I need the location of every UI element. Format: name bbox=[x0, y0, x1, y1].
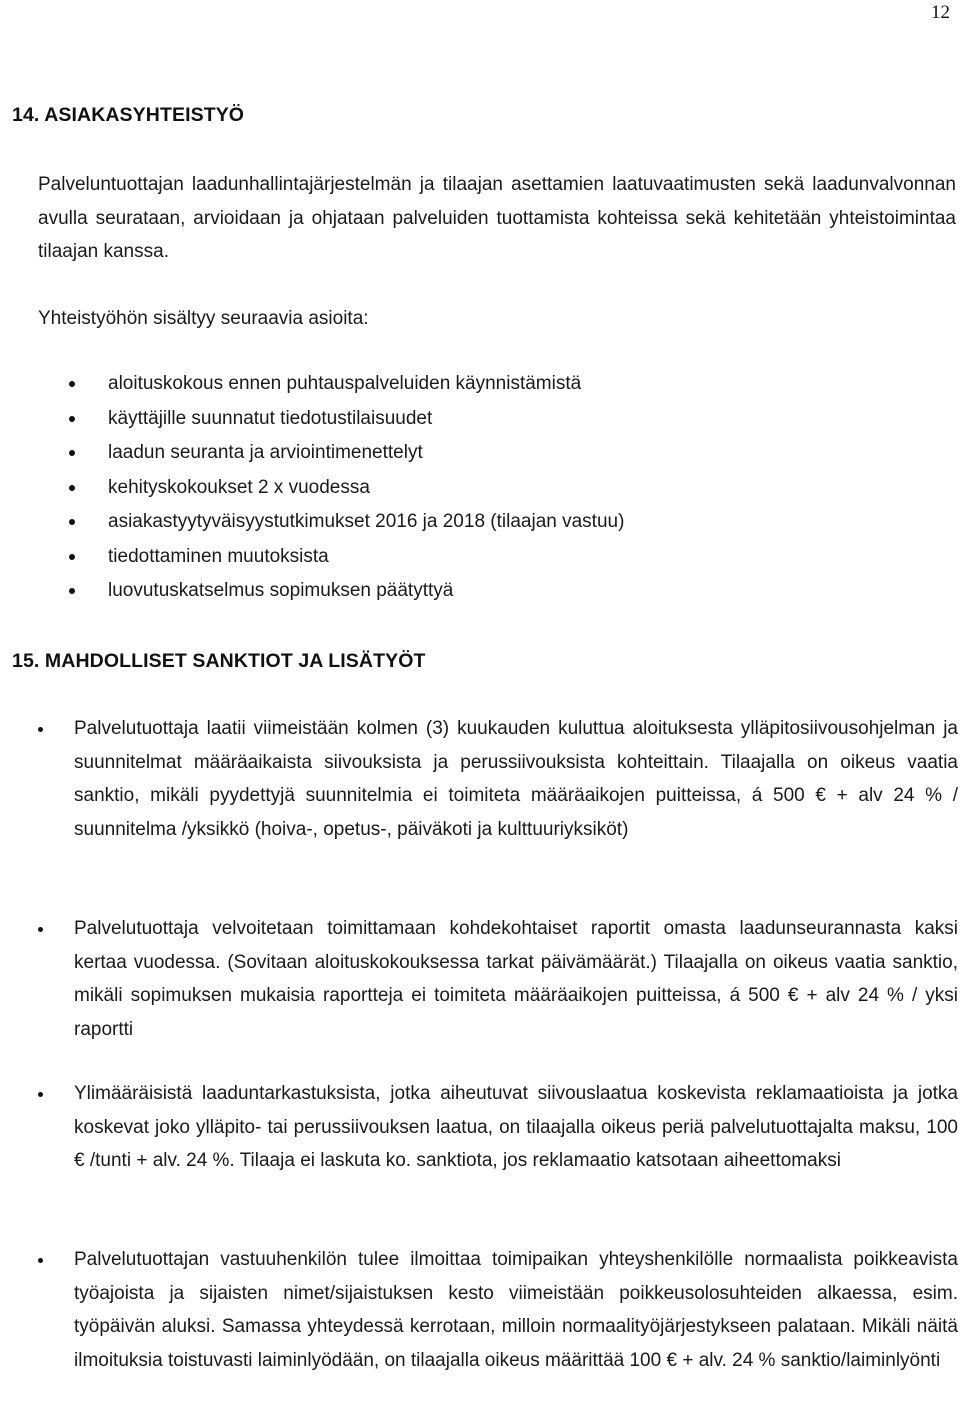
sanction-item bbox=[74, 1243, 958, 1377]
list-item-text: tiedottaminen muutoksista bbox=[108, 545, 329, 567]
bullet-icon bbox=[38, 727, 43, 732]
bullet-icon bbox=[38, 1258, 43, 1263]
list-item bbox=[0, 540, 624, 575]
includes-label: Yhteistyöhön sisältyy seuraavia asioita: bbox=[38, 308, 369, 329]
list-item-text: käyttäjille suunnatut tiedotustilaisuudet bbox=[108, 407, 433, 429]
bullet-icon bbox=[69, 554, 75, 560]
list-item-text: luovutuskatselmus sopimuksen päätyttyä bbox=[108, 580, 454, 601]
list-item-text: asiakastyytyväisyystutkimukset 2016 ja 2018 (tilaajan vastuu) bbox=[108, 511, 625, 532]
list-item-text: aloituskokous ennen puhtauspalveluiden käynnistämistä bbox=[108, 373, 582, 394]
bullet-icon bbox=[69, 450, 75, 456]
list-item bbox=[0, 367, 624, 402]
bullet-icon bbox=[38, 1092, 43, 1097]
bullet-icon bbox=[69, 519, 75, 525]
sanction-item-text: Palvelutuottajan vastuuhenkilön tulee ilmoittaa toimipaikan yhteyshenkilölle normaalista poikkeavista työajoista ja sijaisten nimet/sijaistuksen kesto viimeistään poikkeusolosuhteiden alkaessa, esim. työpäivän aluksi. Samassa yhteydessä kerrotaan, milloin normaalityöjärjestykseen palataan. Mikäli näitä ilmoituksia toistuvasti laiminlyödään, on tilaajalla oikeus määrittää 100 € + alv. 24 % sanktio/laiminlyönti bbox=[74, 1249, 958, 1371]
list-item-text: kehityskokoukset 2 x vuodessa bbox=[108, 476, 370, 498]
bullet-icon bbox=[69, 381, 75, 387]
list-item bbox=[0, 505, 624, 540]
section-15-heading: 15. MAHDOLLISET SANKTIOT JA LISÄTYÖT bbox=[12, 650, 426, 672]
bullet-icon bbox=[69, 588, 75, 594]
page-number: 12 bbox=[931, 2, 950, 23]
section-14-heading: 14. ASIAKASYHTEISTYÖ bbox=[12, 104, 245, 126]
list-item bbox=[0, 436, 624, 471]
sanction-item-text: Palvelutuottaja velvoitetaan toimittamaan kohdekohtaiset raportit omasta laadunseurannasta kaksi kertaa vuodessa. (Sovitaan aloituskokouksessa tarkat päivämäärät.) Tilaajalla on oikeus vaatia sanktio, mikäli sopimuksen mukaisia raportteja ei toimiteta määräaikojen puitteissa, á 500 € + alv 24 % / yksi raportti bbox=[74, 918, 958, 1040]
sanction-item bbox=[74, 912, 958, 1046]
section-14-intro: Palveluntuottajan laadunhallintajärjestelmän ja tilaajan asettamien laatuvaatimusten sekä laadunvalvonnan avulla seurataan, arvioidaan ja ohjataan palveluiden tuottamista kohteissa sekä kehitetään yhteistoimintaa tilaajan kanssa. bbox=[38, 174, 956, 262]
sanction-item-text: Ylimääräisistä laaduntarkastuksista, jotka aiheutuvat siivouslaatua koskevista reklamaatioista ja jotka koskevat joko ylläpito- tai perussiivouksen laatua, on tilaajalla oikeus periä palvelutuottajalta maksu, 100 € /tunti + alv. 24 %. Tilaaja ei laskuta ko. sanktiota, jos reklamaatio katsotaan aiheettomaksi bbox=[74, 1083, 958, 1171]
sanction-item-text: Palvelutuottaja laatii viimeistään kolmen (3) kuukauden kuluttua aloituksesta ylläpitosiivousohjelman ja suunnitelmat määräaikaista siivouksista ja perussiivouksista kohteittain. Tilaajalla on oikeus vaatia sanktio, mikäli pyydettyjä suunnitelmia ei toimiteta määräaikojen puitteissa, á 500 € + alv 24 % / suunnitelma /yksikkö (hoiva-, opetus-, päiväkoti ja kulttuuriyksiköt) bbox=[74, 718, 958, 840]
list-item bbox=[0, 402, 624, 437]
cooperation-list bbox=[0, 367, 624, 609]
bullet-icon bbox=[69, 485, 75, 491]
list-item-text: laadun seuranta ja arviointimenettelyt bbox=[108, 442, 423, 463]
list-item bbox=[0, 471, 624, 506]
list-item bbox=[0, 574, 624, 609]
bullet-icon bbox=[69, 416, 75, 422]
sanction-item bbox=[74, 712, 958, 846]
sanction-item bbox=[74, 1077, 958, 1178]
bullet-icon bbox=[38, 927, 43, 932]
